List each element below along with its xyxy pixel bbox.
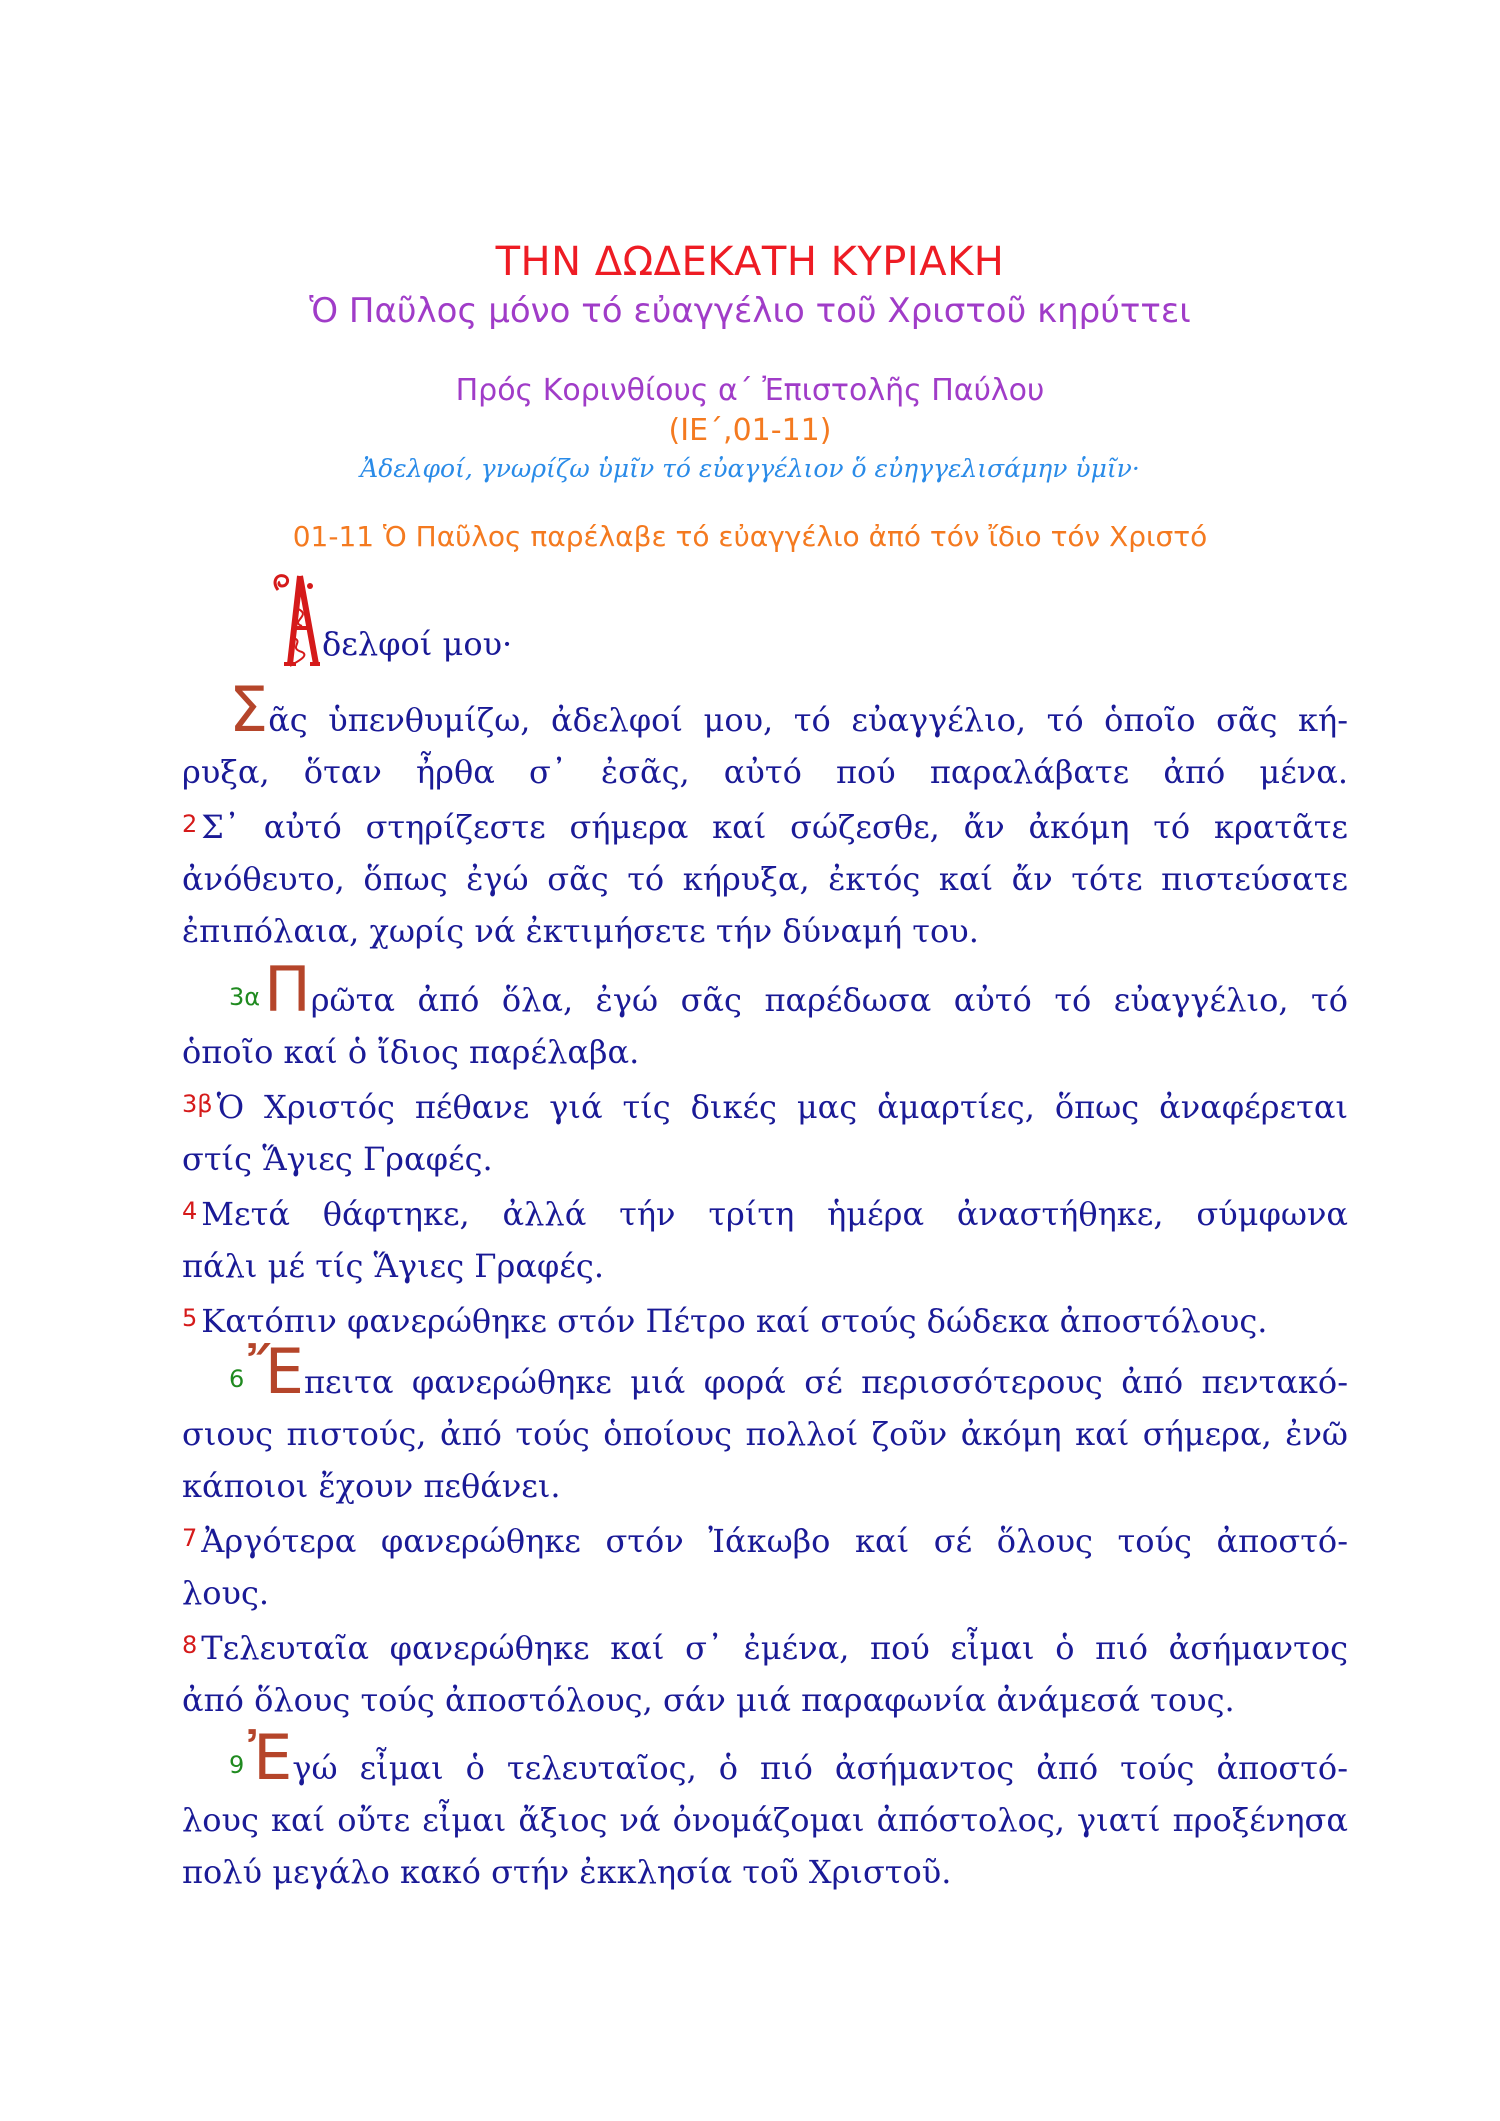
- line-text: ᾶς ὑπενθυμίζω, ἀδελφοί μου, τό εὐαγγέλιο, τό ὁποῖο σᾶς κή-: [268, 701, 1348, 739]
- text-line: ρυξα, ὅταν ἦρθα σ᾽ ἐσᾶς, αὐτό πού παραλάβατε ἀπό μένα.: [182, 753, 1348, 791]
- text-line: πάλι μέ τίς Ἅγιες Γραφές.: [182, 1247, 604, 1285]
- verse-number: 8: [182, 1631, 198, 1659]
- line-text: Ὁ Χριστός πέθανε γιά τίς δικές μας ἁμαρτίες, ὅπως ἀναφέρεται: [216, 1088, 1348, 1126]
- verse-number: 2: [182, 810, 198, 838]
- incipit-verse: Ἀδελφοί, γνωρίζω ὑμῖν τό εὐαγγέλιον ὅ εὐηγγελισάμην ὑμῖν·: [360, 454, 1140, 483]
- verse-number: 3α: [229, 983, 261, 1011]
- ornate-initial-alpha-icon: [270, 572, 322, 670]
- line-text: γώ εἶμαι ὁ τελευταῖος, ὁ πιό ἀσήμαντος ἀπό τούς ἀποστό-: [292, 1749, 1348, 1787]
- text-line: σιους πιστούς, ἀπό τούς ὁποίους πολλοί ζοῦν ἀκόμη καί σήμερα, ἐνῶ: [182, 1415, 1348, 1453]
- text-line: ἐπιπόλαια, χωρίς νά ἐκτιμήσετε τήν δύναμή του.: [182, 912, 979, 950]
- verse-number: 4: [182, 1197, 198, 1225]
- text-line: ὁποῖο καί ὁ ἴδιος παρέλαβα.: [182, 1033, 640, 1071]
- line-text: Μετά θάφτηκε, ἀλλά τήν τρίτη ἡμέρα ἀναστήθηκε, σύμφωνα: [201, 1195, 1348, 1233]
- drop-cap: Ἔ: [248, 1335, 304, 1408]
- text-line: [182, 673, 1348, 746]
- text-line: [182, 1512, 1348, 1567]
- line-text: Τελευταῖα φανερώθηκε καί σ᾽ ἐμένα, πού εἶμαι ὁ πιό ἀσήμαντος: [201, 1629, 1348, 1667]
- line-text: Σ᾽ αὐτό στηρίζεστε σήμερα καί σώζεσθε, ἄν ἀκόμη τό κρατᾶτε: [201, 808, 1348, 846]
- paragraph-4: [182, 1721, 1348, 1898]
- paragraph-3: [182, 1335, 1348, 1726]
- text-line: [182, 1292, 1348, 1347]
- verse-number: 3β: [182, 1090, 213, 1118]
- line-text: πειτα φανερώθηκε μιά φορά σέ περισσότερους ἀπό πεντακό-: [303, 1363, 1348, 1401]
- verse-number: 6: [229, 1365, 245, 1393]
- drop-cap: Π: [264, 953, 311, 1026]
- page-title: ΤΗΝ ΔΩΔΕΚΑΤΗ ΚΥΡΙΑΚΗ: [495, 239, 1005, 285]
- chapter-reference: (ΙΕ΄,01-11): [668, 413, 832, 448]
- paragraph-2: [182, 953, 1348, 1347]
- page-subtitle: Ὁ Παῦλος μόνο τό εὐαγγέλιο τοῦ Χριστοῦ κηρύττει: [309, 291, 1191, 331]
- text-line: [182, 953, 1348, 1026]
- text-line: στίς Ἅγιες Γραφές.: [182, 1140, 493, 1178]
- text-line: ἀνόθευτο, ὅπως ἐγώ σᾶς τό κήρυξα, ἐκτός καί ἄν τότε πιστεύσατε: [182, 860, 1348, 898]
- verse-number: 5: [182, 1304, 198, 1332]
- section-heading: 01-11 Ὁ Παῦλος παρέλαβε τό εὐαγγέλιο ἀπό τόν ἴδιο τόν Χριστό: [292, 520, 1208, 553]
- text-line: [182, 1335, 1348, 1408]
- text-line: [182, 1185, 1348, 1240]
- line-text: ρῶτα ἀπό ὅλα, ἐγώ σᾶς παρέδωσα αὐτό τό εὐαγγέλιο, τό: [310, 981, 1348, 1019]
- verse-number: 7: [182, 1524, 198, 1552]
- paragraph-1: [182, 673, 1348, 957]
- text-line: [182, 1078, 1348, 1133]
- text-line: ἀπό ὅλους τούς ἀποστόλους, σάν μιά παραφωνία ἀνάμεσά τους.: [182, 1681, 1235, 1719]
- text-line: πολύ μεγάλο κακό στήν ἐκκλησία τοῦ Χριστοῦ.: [182, 1853, 952, 1891]
- text-line: λους.: [182, 1574, 270, 1612]
- text-line: κάποιοι ἔχουν πεθάνει.: [182, 1467, 561, 1505]
- verse-number: 9: [229, 1751, 245, 1779]
- opening-salutation: [270, 572, 512, 672]
- drop-cap: Ἐ: [248, 1721, 293, 1794]
- opening-text: δελφοί μου·: [322, 625, 513, 663]
- text-line: [182, 1619, 1348, 1674]
- text-line: [182, 798, 1348, 853]
- line-text: Κατόπιν φανερώθηκε στόν Πέτρο καί στούς δώδεκα ἀποστόλους.: [201, 1302, 1268, 1340]
- drop-cap: Σ: [229, 673, 269, 746]
- text-line: λους καί οὔτε εἶμαι ἄξιος νά ὀνομάζομαι ἀπόστολος, γιατί προξένησα: [182, 1801, 1348, 1839]
- line-text: Ἀργότερα φανερώθηκε στόν Ἰάκωβο καί σέ ὅλους τούς ἀποστό-: [201, 1522, 1348, 1560]
- book-name: Πρός Κορινθίους α΄ Ἐπιστολῆς Παύλου: [455, 373, 1045, 408]
- text-line: [182, 1721, 1348, 1794]
